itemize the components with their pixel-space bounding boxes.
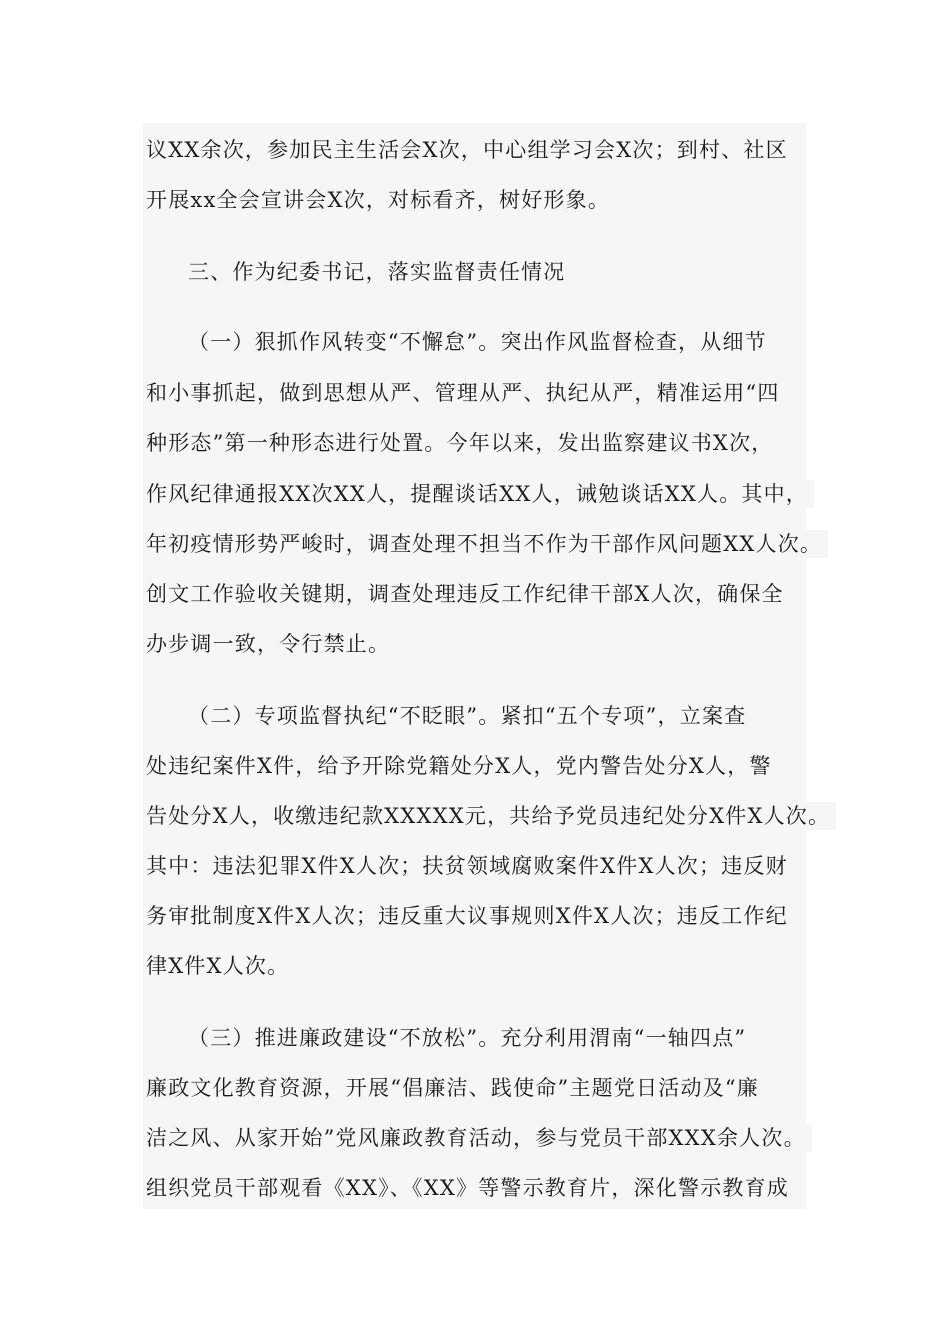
paragraph-line: （二）专项监督执纪“不眨眼”。紧扣“五个专项”，立案查	[188, 702, 752, 730]
paragraph-line: 告处分X人，收缴违纪款XXXXX元，共给予党员违纪处分X件X人次。	[146, 802, 836, 830]
paragraph-line: 其中：违法犯罪X件X人次；扶贫领域腐败案件X件X人次；违反财	[146, 852, 794, 880]
paragraph-line: （一）狠抓作风转变“不懈怠”。突出作风监督检查，从细节	[188, 328, 773, 356]
paragraph-line: 作风纪律通报XX次XX人，提醒谈话XX人，诫勉谈话XX人。其中，	[146, 480, 814, 508]
section-heading: 三、作为纪委书记，落实监督责任情况	[188, 258, 571, 286]
paragraph-line: 开展xx全会宣讲会X次，对标看齐，树好形象。	[146, 186, 616, 214]
paragraph-line: 创文工作验收关键期，调查处理违反工作纪律干部X人次，确保全	[146, 580, 790, 608]
paragraph-line: 办步调一致，令行禁止。	[146, 630, 396, 658]
paragraph-line: 种形态”第一种形态进行处置。今年以来，发出监察建议书X次，	[146, 429, 779, 457]
paragraph-line: 律X件X人次。	[146, 952, 295, 980]
paragraph-line: 年初疫情形势严峻时，调查处理不担当不作为干部作风问题XX人次。	[146, 530, 828, 558]
paragraph-line: 和小事抓起，做到思想从严、管理从严、执纪从严，精准运用“四	[146, 379, 786, 407]
paragraph-line: 议XX余次，参加民主生活会X次，中心组学习会X次；到村、社区	[146, 136, 794, 164]
paragraph-line: 组织党员干部观看《XX》、《XX》等警示教育片，深化警示教育成	[146, 1174, 795, 1202]
paragraph-line: 洁之风、从家开始”党风廉政教育活动，参与党员干部XXX余人次。	[146, 1124, 812, 1152]
paragraph-line: 处违纪案件X件，给予开除党籍处分X人，党内警告处分X人，警	[146, 752, 778, 780]
paragraph-line: 务审批制度X件X人次；违反重大议事规则X件X人次；违反工作纪	[146, 902, 794, 930]
paragraph-line: （三）推进廉政建设“不放松”。充分利用渭南“一轴四点”	[188, 1024, 752, 1052]
paragraph-line: 廉政文化教育资源，开展“倡廉洁、践使命”主题党日活动及“廉	[146, 1074, 765, 1102]
